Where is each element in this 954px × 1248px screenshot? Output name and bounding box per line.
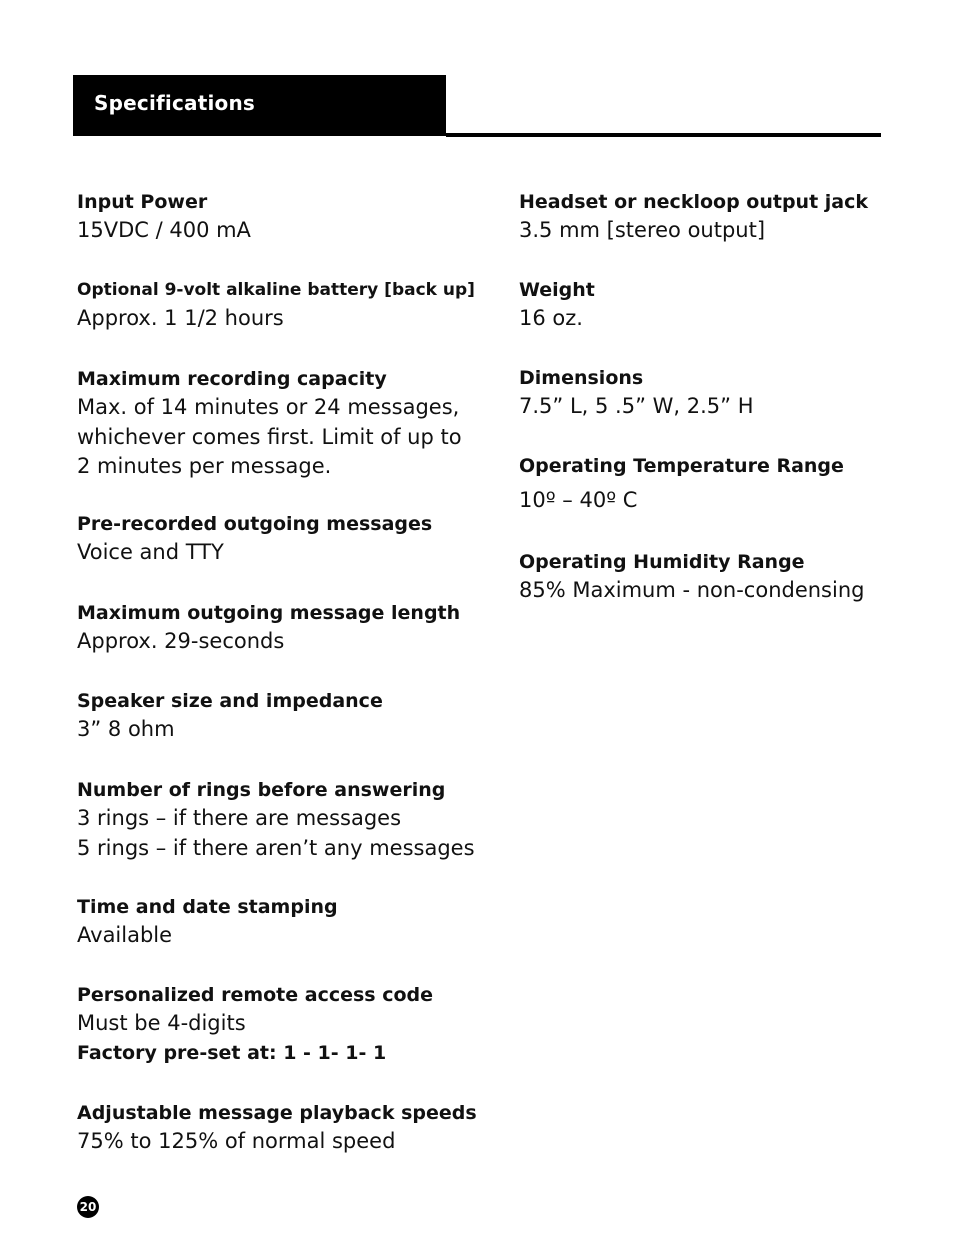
header-rule: [446, 133, 881, 137]
right-spec-column: [519, 188, 899, 606]
spec-value: 85% Maximum - non-condensing: [519, 578, 865, 602]
spec-label: Operating Temperature Range: [519, 455, 844, 477]
spec-temperature: [519, 452, 899, 548]
page-number-badge: 20: [77, 1196, 99, 1218]
spec-label: Speaker size and impedance: [77, 690, 383, 712]
spec-time-date: [77, 893, 497, 981]
spec-value: 15VDC / 400 mA: [77, 218, 251, 242]
spec-input-power: [77, 188, 497, 276]
spec-label: Maximum outgoing message length: [77, 602, 461, 624]
spec-value: 10º – 40º C: [519, 488, 638, 512]
spec-label: Personalized remote access code: [77, 984, 434, 1006]
spec-outgoing-messages: [77, 510, 497, 599]
spec-value: 3 rings – if there are messages: [77, 806, 402, 830]
spec-playback-speeds: [77, 1099, 497, 1157]
spec-weight: [519, 276, 899, 364]
spec-label: Headset or neckloop output jack: [519, 191, 869, 213]
spec-label: Maximum recording capacity: [77, 368, 387, 390]
spec-speaker: [77, 687, 497, 776]
spec-label: Weight: [519, 279, 595, 301]
spec-value: Approx. 1 1/2 hours: [77, 306, 284, 330]
spec-value: Approx. 29-seconds: [77, 629, 285, 653]
spec-value: 3” 8 ohm: [77, 717, 175, 741]
spec-value: 2 minutes per message.: [77, 454, 332, 478]
page-title: Specifications: [94, 91, 256, 115]
spec-value: 75% to 125% of normal speed: [77, 1129, 396, 1153]
left-spec-column: [77, 188, 497, 1157]
spec-label: Operating Humidity Range: [519, 551, 805, 573]
spec-value: 5 rings – if there aren’t any messages: [77, 835, 475, 860]
spec-battery: [77, 276, 497, 365]
spec-recording-capacity: [77, 365, 497, 510]
spec-humidity: [519, 548, 899, 606]
spec-value: Must be 4-digits: [77, 1011, 246, 1035]
spec-dimensions: [519, 364, 899, 452]
spec-label: Time and date stamping: [77, 896, 338, 918]
section-header: [73, 75, 446, 136]
spec-message-length: [77, 599, 497, 687]
spec-value: Available: [77, 923, 173, 947]
spec-note: Factory pre-set at: 1 - 1- 1- 1: [77, 1041, 387, 1064]
spec-value: whichever comes first. Limit of up to: [77, 424, 462, 449]
spec-value: Voice and TTY: [77, 540, 224, 564]
spec-label: Number of rings before answering: [77, 779, 446, 801]
spec-label: Input Power: [77, 191, 208, 213]
spec-value: 7.5” L, 5 .5” W, 2.5” H: [519, 394, 754, 418]
spec-value: 3.5 mm [stereo output]: [519, 218, 766, 242]
spec-rings: [77, 776, 497, 893]
spec-label: Adjustable message playback speeds: [77, 1102, 477, 1124]
spec-label: Optional 9-volt alkaline battery [back up]: [77, 280, 475, 300]
spec-value: Max. of 14 minutes or 24 messages,: [77, 395, 460, 419]
spec-remote-code: [77, 981, 497, 1099]
spec-value: 16 oz.: [519, 306, 583, 330]
spec-label: Dimensions: [519, 367, 644, 389]
spec-headset-jack: [519, 188, 899, 276]
spec-label: Pre-recorded outgoing messages: [77, 513, 433, 535]
